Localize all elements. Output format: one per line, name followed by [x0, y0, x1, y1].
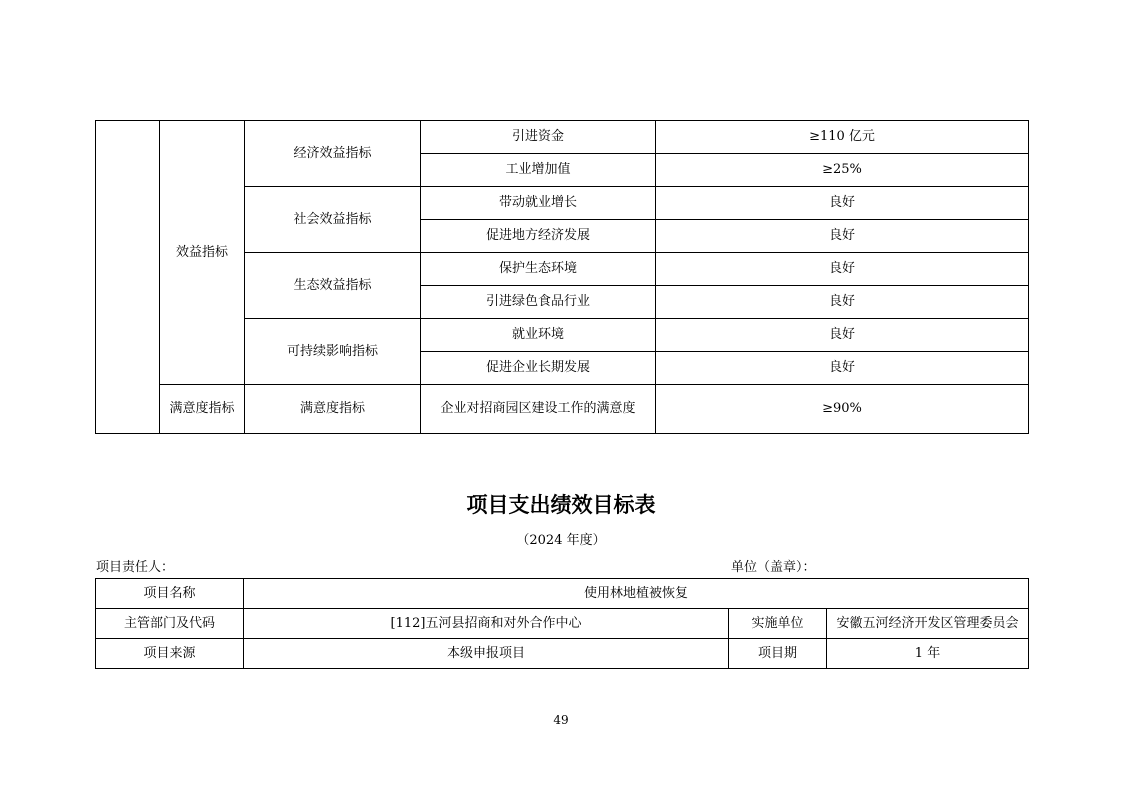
- indicator-name-cell: 保护生态环境: [421, 253, 656, 286]
- indicator-name-cell: 带动就业增长: [421, 187, 656, 220]
- third-level-category-cell: 生态效益指标: [245, 253, 421, 319]
- project-source-label: 项目来源: [96, 639, 244, 669]
- first-level-blank-cell: [96, 121, 160, 434]
- implementing-unit-label: 实施单位: [729, 609, 827, 639]
- indicator-name-cell: 就业环境: [421, 319, 656, 352]
- project-source-value: 本级申报项目: [244, 639, 729, 669]
- indicator-value-cell: 良好: [656, 187, 1029, 220]
- indicator-value-cell: 良好: [656, 352, 1029, 385]
- responsible-person-label: 项目责任人：: [96, 560, 175, 575]
- document-title: 项目支出绩效目标表: [466, 493, 656, 517]
- indicator-value-cell: ≥90%: [656, 385, 1029, 434]
- unit-seal-label: 单位（盖章）：: [731, 560, 816, 575]
- third-level-category-cell: 可持续影响指标: [245, 319, 421, 385]
- department-value: [112]五河县招商和对外合作中心: [244, 609, 729, 639]
- second-level-category-cell: 满意度指标: [160, 385, 245, 434]
- indicator-name-cell: 促进企业长期发展: [421, 352, 656, 385]
- implementing-unit-value: 安徽五河经济开发区管理委员会: [827, 609, 1029, 639]
- indicator-value-cell: ≥25%: [656, 154, 1029, 187]
- project-period-label: 项目期: [729, 639, 827, 669]
- indicator-name-cell: 引进绿色食品行业: [421, 286, 656, 319]
- third-level-category-cell: 社会效益指标: [245, 187, 421, 253]
- project-info-table: [95, 578, 1029, 669]
- project-name-label: 项目名称: [96, 579, 244, 609]
- indicator-value-cell: 良好: [656, 220, 1029, 253]
- indicator-name-cell: 企业对招商园区建设工作的满意度: [421, 385, 656, 434]
- document-subtitle: （2024 年度）: [516, 533, 606, 548]
- second-level-category-cell: 效益指标: [160, 121, 245, 385]
- indicator-value-cell: ≥110 亿元: [656, 121, 1029, 154]
- indicator-value-cell: 良好: [656, 319, 1029, 352]
- third-level-category-cell: 经济效益指标: [245, 121, 421, 187]
- performance-indicator-table: [95, 120, 1029, 434]
- page-number: 49: [553, 713, 569, 727]
- project-period-value: 1 年: [827, 639, 1029, 669]
- indicator-value-cell: 良好: [656, 253, 1029, 286]
- indicator-name-cell: 促进地方经济发展: [421, 220, 656, 253]
- third-level-category-cell: 满意度指标: [245, 385, 421, 434]
- department-label: 主管部门及代码: [96, 609, 244, 639]
- indicator-value-cell: 良好: [656, 286, 1029, 319]
- project-name-value: 使用林地植被恢复: [244, 579, 1029, 609]
- indicator-name-cell: 工业增加值: [421, 154, 656, 187]
- indicator-name-cell: 引进资金: [421, 121, 656, 154]
